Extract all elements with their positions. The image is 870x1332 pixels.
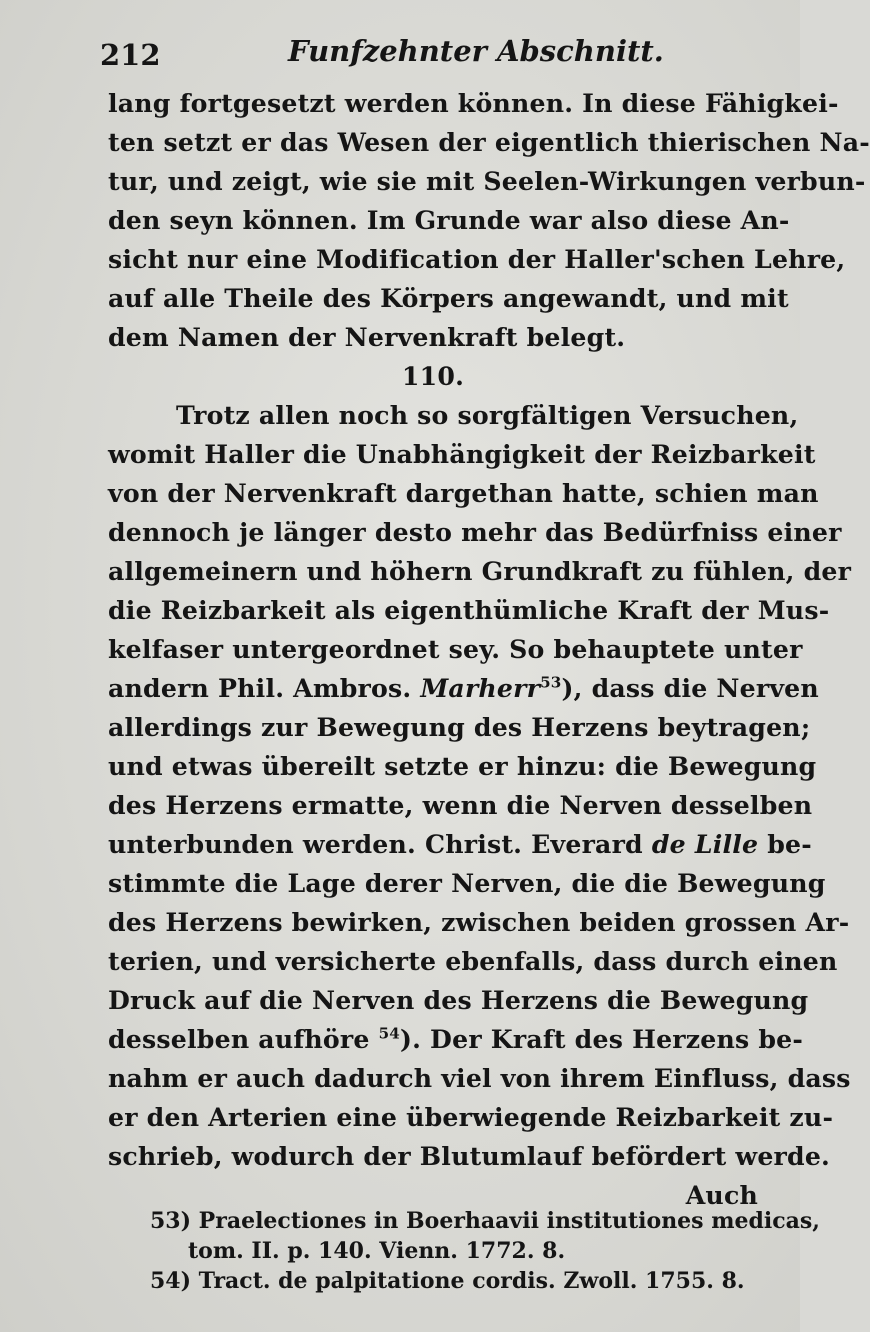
catchword: Auch: [685, 1180, 758, 1210]
text-line: [108, 1020, 804, 1059]
footnote-ref: 54: [378, 1024, 400, 1043]
text-line: von der Nervenkraft dargethan hatte, schien man: [108, 478, 819, 508]
author-name: de Lille: [651, 829, 759, 859]
text-line: kelfaser untergeordnet sey. So behauptete unter: [108, 634, 803, 664]
text-segment: desselben aufhöre: [108, 1024, 379, 1054]
footnote-54: 54) Tract. de palpitatione cordis. Zwoll. 1755. 8.: [150, 1268, 745, 1294]
text-segment: andern Phil. Ambros.: [108, 673, 421, 703]
text-line: lang fortgesetzt werden können. In diese Fähigkei-: [108, 88, 839, 118]
text-line: allgemeinern und höhern Grundkraft zu fühlen, der: [108, 556, 852, 586]
text-line: sicht nur eine Modification der Haller'schen Lehre,: [108, 244, 846, 274]
text-segment: be-: [758, 829, 812, 859]
text-line: die Reizbarkeit als eigenthümliche Kraft der Mus-: [108, 595, 830, 625]
text-line: Druck auf die Nerven des Herzens die Bewegung: [108, 985, 809, 1015]
text-line: Trotz allen noch so sorgfältigen Versuchen,: [176, 400, 799, 430]
text-line: allerdings zur Bewegung des Herzens beytragen;: [108, 712, 811, 742]
text-segment: ). Der Kraft des Herzens be-: [400, 1024, 804, 1054]
text-segment: ), dass die Nerven: [561, 673, 819, 703]
text-segment: unterbunden werden. Christ. Everard: [108, 829, 652, 859]
footnote-53: 53) Praelectiones in Boerhaavii institutiones medicas,: [150, 1208, 820, 1234]
text-line: tur, und zeigt, wie sie mit Seelen-Wirkungen verbun-: [108, 166, 866, 196]
text-line: dem Namen der Nervenkraft belegt.: [108, 322, 626, 352]
text-line: er den Arterien eine überwiegende Reizbarkeit zu-: [108, 1102, 834, 1132]
running-title: Funfzehnter Abschnitt.: [288, 34, 664, 68]
text-line: womit Haller die Unabhängigkeit der Reizbarkeit: [108, 439, 816, 469]
text-line: den seyn können. Im Grunde war also diese An-: [108, 205, 790, 235]
footnote-ref: 53: [540, 673, 562, 692]
text-line: ten setzt er das Wesen der eigentlich thierischen Na-: [108, 127, 870, 157]
footnote-53-continued: tom. II. p. 140. Vienn. 1772. 8.: [188, 1238, 566, 1264]
text-line: terien, und versicherte ebenfalls, dass durch einen: [108, 946, 838, 976]
author-name: Marherr: [420, 673, 541, 703]
text-line: nahm er auch dadurch viel von ihrem Einfluss, dass: [108, 1063, 851, 1093]
body-text: [108, 84, 870, 1215]
text-line: schrieb, wodurch der Blutumlauf befördert werde.: [108, 1141, 831, 1171]
section-number: 110.: [401, 361, 465, 391]
text-line: [108, 825, 812, 864]
text-line: dennoch je länger desto mehr das Bedürfniss einer: [108, 517, 842, 547]
page-header: [100, 28, 760, 78]
text-line: [108, 669, 819, 708]
text-line: des Herzens bewirken, zwischen beiden grossen Ar-: [108, 907, 850, 937]
footnotes: [150, 1206, 820, 1296]
text-line: auf alle Theile des Körpers angewandt, und mit: [108, 283, 789, 313]
text-line: stimmte die Lage derer Nerven, die die Bewegung: [108, 868, 826, 898]
text-line: und etwas übereilt setzte er hinzu: die Bewegung: [108, 751, 817, 781]
text-line: des Herzens ermatte, wenn die Nerven desselben: [108, 790, 813, 820]
page-number: 212: [100, 38, 161, 72]
